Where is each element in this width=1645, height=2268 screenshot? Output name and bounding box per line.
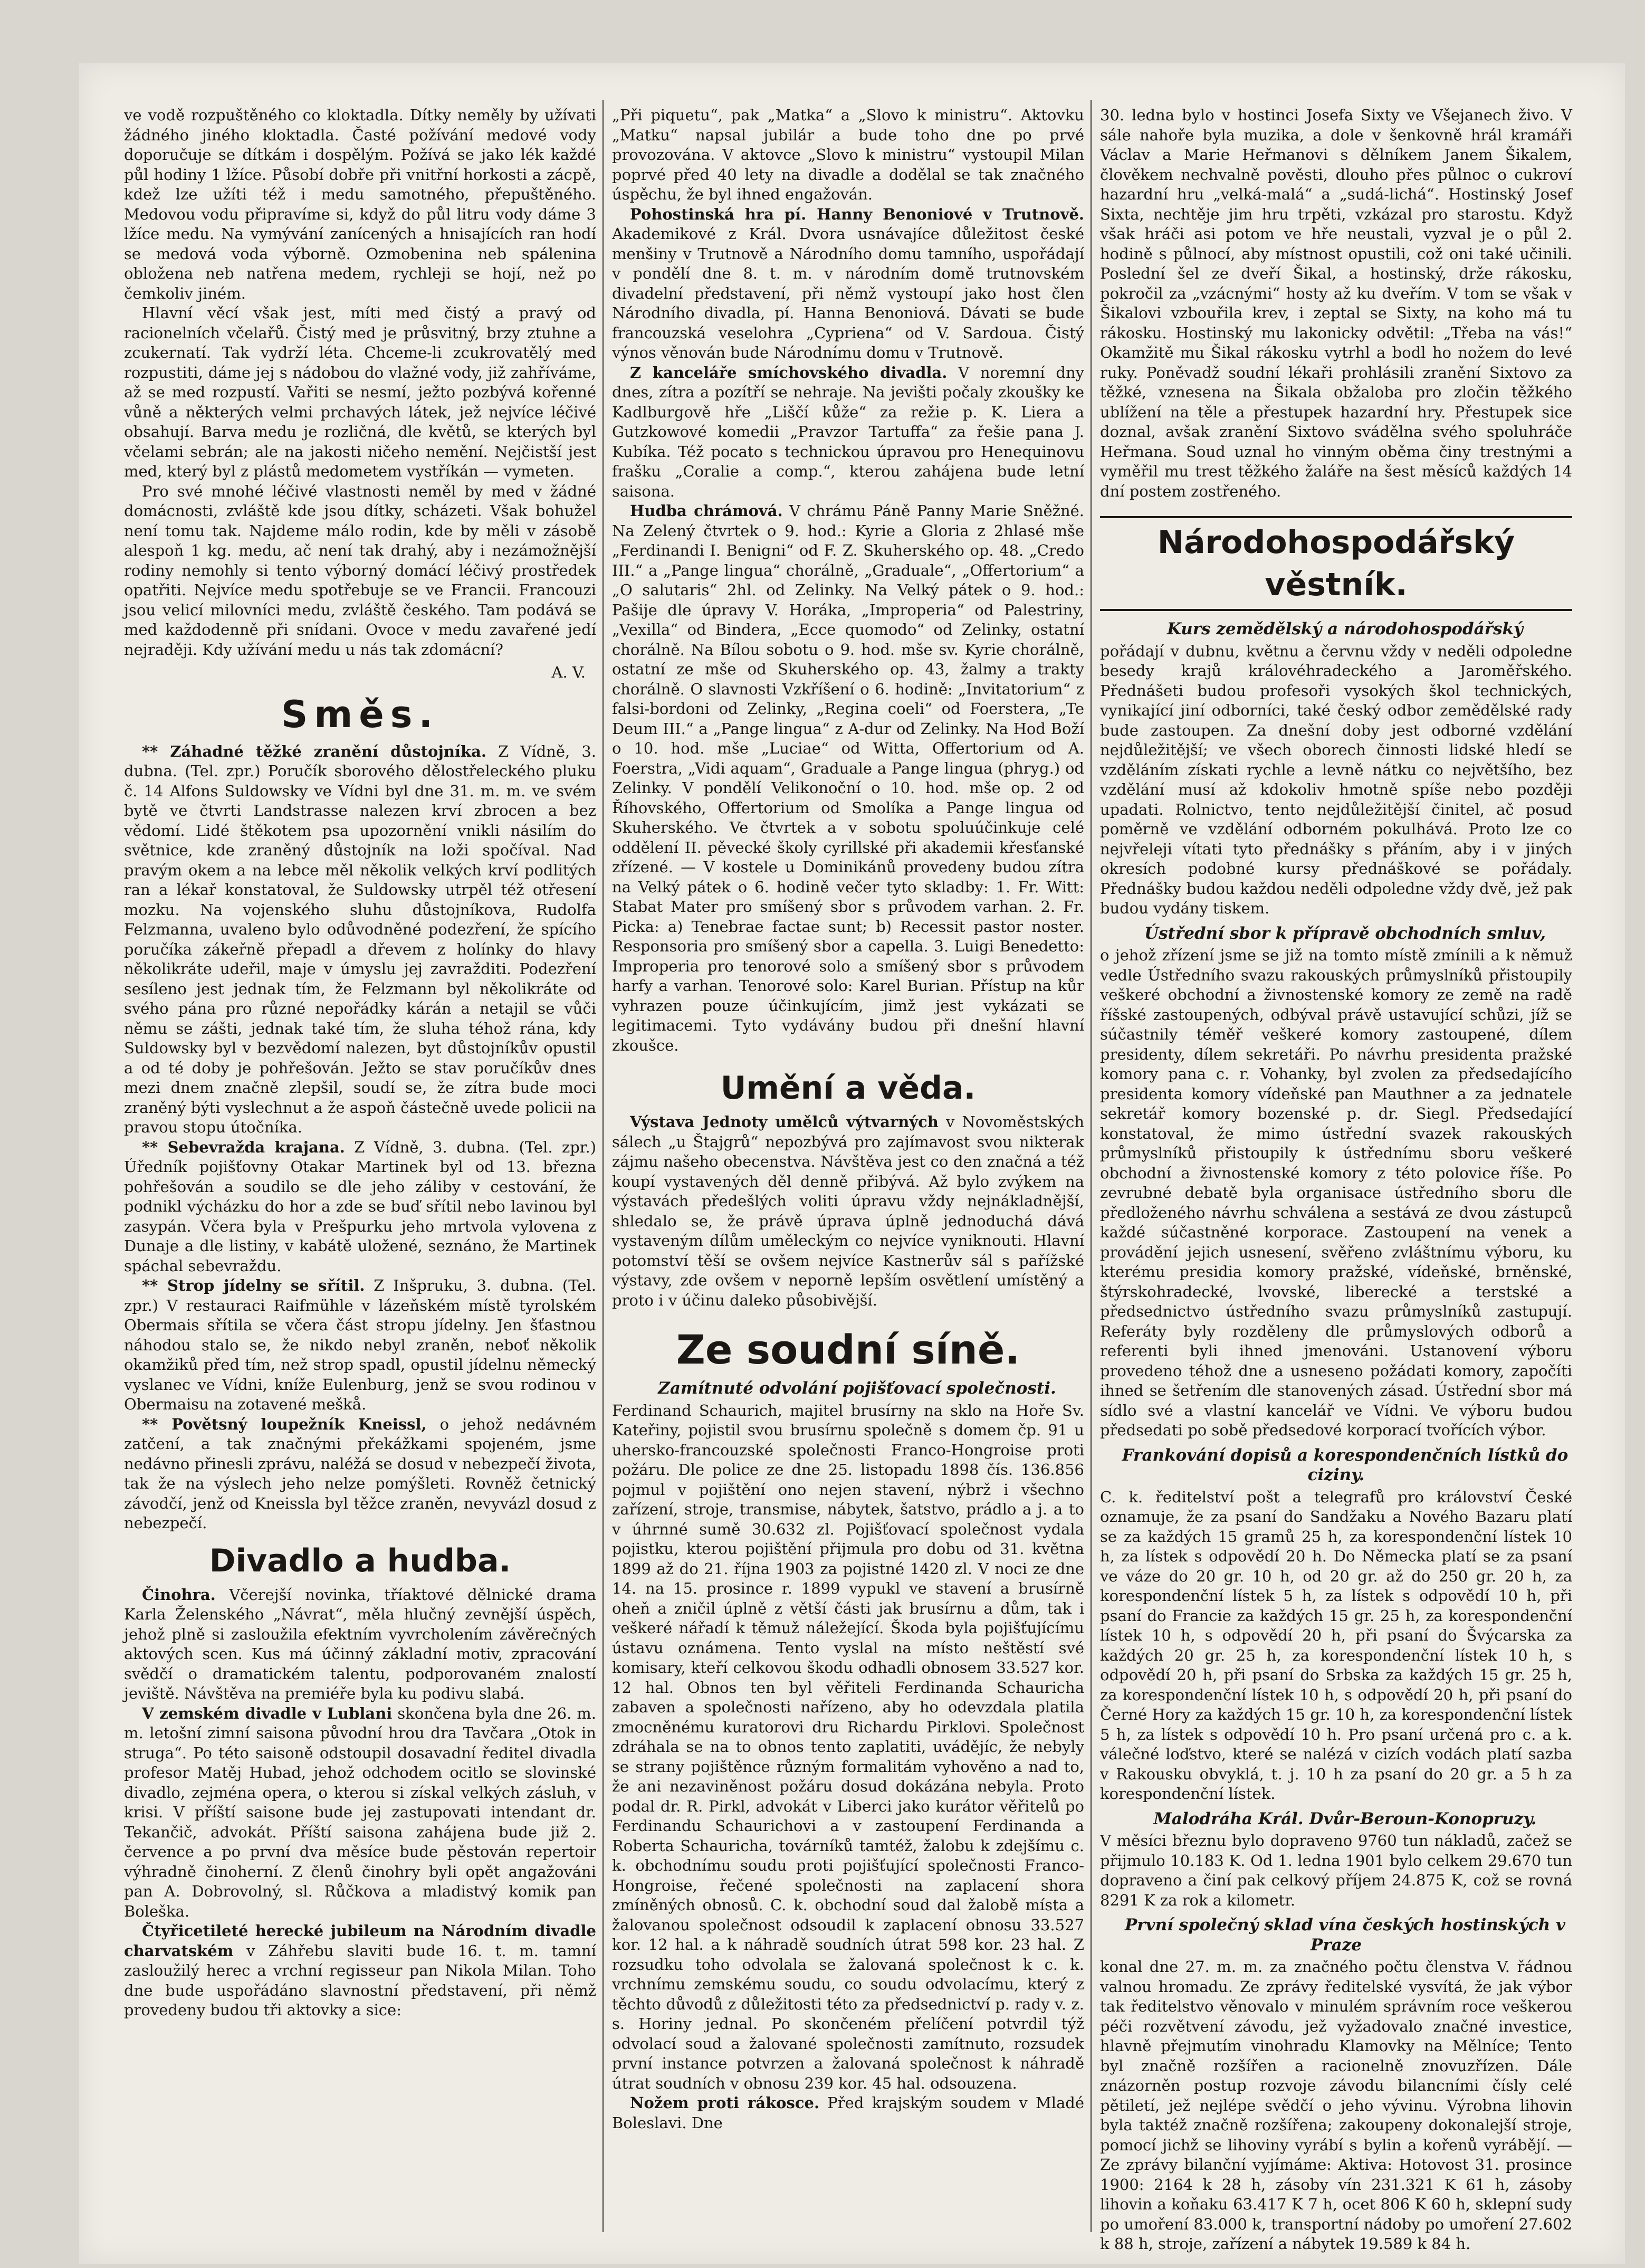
- section-heading-vestnik: Národohospodářský věstník.: [1100, 516, 1572, 611]
- column-3: [1100, 106, 1572, 2253]
- news-lead: Z kanceláře smíchovského divadla.: [630, 363, 948, 382]
- news-lead: ** Záhadné těžké zranění důstojníka.: [142, 742, 486, 760]
- news-lead: Hudba chrámová.: [630, 502, 783, 520]
- news-lead: Čtyřicetileté herecké jubileum na Národním divadle charvatském: [124, 1922, 596, 1960]
- section-heading-smes: Směs.: [281, 692, 439, 736]
- news-text: C. k. ředitelství pošt a telegrafů pro království České oznamuje, že za psaní do Sandžaku a Nového Bazaru platí se za každých 15 gramů 25 h, za korespondenční lístek 10 h, za lístek s odpovědí 20 h. Do Německa platí se za psaní ve váze do 20 gr. 10 h, od 20 gr. až do 250 gr. 20 h, za korespondenční lístek 5 h, za lístek s odpovědí 10 h, při psaní do Francie za každých 15 gr. 25 h, za korespondenční lístek 10 h, s odpovědí 20 h, při psaní do Švýcarska za každých 20 gr. 25 h, za korespondenční lístek 10 h, s odpovědí 20 h, při psaní do Srbska za každých 15 gr. 25 h, za korespondenční lístek 10 h, s odpovědí 20 h, při psaní do Černé Hory za každých 15 gr. 10 h, za korespondenční lístek 5 h, za lístek s odpovědí 10 h. Pro psaní určená pro c. a k. válečné loďstvo, které se nalézá v cizích vodách platí sazba v Rakousku obvyklá, t. j. 10 h za psaní do 20 gr. a 5 h za korespondenční lístek.: [1100, 1488, 1572, 1803]
- author-signature: A. V.: [551, 663, 586, 681]
- news-text: V noremní dny dnes, zítra a pozítří se nehraje. Na jevišti počaly zkoušky ke Kadlburgově hře „Liščí kůže“ za režie p. K. Liera a Gutzkowové komedii „Pravzor Tartuffa“ za řešie pana J. Kubíka. Též pocato s technickou úpravou pro Henequinovu frašku „Coralie a comp.“, kterou zahájena bude letní saisona.: [612, 363, 1085, 500]
- news-text: pořádají v dubnu, květnu a červnu vždy v neděli odpoledne besedy krajů královéhradeckého a Jaroměřského. Přednášeti budou profesoři vysokých škol technických, vynikající jiní odborníci, také český odbor zemědělské rady bude zastoupen. Za dnešní doby jest odborné vzdělání nejdůležitější; ve všech oborech činnosti lidské hledí se vzděláním získati rychle a levně nátku co největšího, bez vzdělání musí až kdokoliv hmotně spíše nebo později upadati. Rolnictvo, tento nejdůležitější činitel, ač posud poměrně ve vzdělání odborném pokulhává. Proto lze co nejvřeleji vítati tyto přednášky s přáním, aby i v jiných okresích podobné kursy přednáškové se pořádaly. Přednášky budou každou neděli odpoledne vždy dvě, jež pak budou vydány tiskem.: [1100, 642, 1572, 917]
- news-lead: Výstava Jednoty umělců výtvarných: [630, 1113, 939, 1131]
- news-text: Včerejší novinka, tříaktové dělnické drama Karla Želenského „Návrat“, měla hlučný zevnější úspěch, jehož plně si zasloužila efektním vyvrcholením závěrečných aktových scen. Kus má účinný základní motiv, zpracování svědčí o dramatickém talentu, podporovaném znalostí jeviště. Návštěva na premiéře byla ku podivu slabá.: [124, 1585, 596, 1702]
- news-text: Z Vídně, 3. dubna. (Tel. zpr.) Úředník pojišťovny Otakar Martinek byl od 13. března pohřešován a soudilo se dle jeho záliby v cestování, že podnikl výcházku do hor a zde se buď sřítil nebo lavinou byl zasypán. Včera byla v Prešpurku jeho mrtvola vylovena z Dunaje a dle listiny, v kabátě uložené, seznáno, že Martinek spáchal sebevraždu.: [124, 1138, 597, 1275]
- news-text: konal dne 27. m. m. za značného počtu členstva V. řádnou valnou hromadu. Ze zprávy ředitelské vysvítá, že jak výbor tak ředitelstvo věnovalo v minulém správním roce veškerou péči rozvětvení závodu, jež vyžadovalo značné investice, hlavně přejmutím vinohradu Klamovky na Mělníce; Tento byl značně rozšířen a racionelně znovuzřízen. Dále znázorněn postup rozvoje závodu bilancními čísly celé pětiletí, jež nejlépe svědčí o jeho vývinu. Výrobna lihovin byla taktéž značně rozšířena; zakoupeny dokonalejší stroje, pomocí jichž se lihoviny vyrábí s bylin a kořenů vyrábějí. — Ze zprávy bilanční vyjímáme: Aktiva: Hotovost 31. prosince 1900: 2164 k 28 h, zásoby vín 231.321 K 61 h, zásoby lihovin a koňaku 63.417 K 7 h, ocet 806 K 60 h, sklepní sudy po umoření 83.000 k, transportní nádoby po umoření 27.602 k 88 h, stroje, zařízení a nábytek 19.589 k 84 h.: [1100, 1958, 1572, 2253]
- newspaper-page: [79, 63, 1625, 2264]
- news-text: skončena byla dne 26. m. m. letošní zimní saisona původní hrou dra Tavčara „Otok in struga“. Po této saisoně odstoupil dosavadní ředitel divadla profesor Matěj Hubad, jehož odchodem ocitlo se slovinské divadlo, zejména opera, o kterou si získal velkých zásluh, v krisi. V příští saisone bude jej zastupovati intendant dr. Tekančič, advokát. Příští saisona zahájena bude již 2. července a po první dva měsíce bude pěstován repertoir výhradně činoherní. Z členů činohry byli opět angažováni pan A. Dobrovolný, sl. Růčkova a mladistvý komik pan Boleška.: [124, 1704, 596, 1920]
- news-text: v Záhřebu slaviti bude 16. t. m. tamní zasloužilý herec a vrchní regisseur pan Nikola Milan. Toho dne bude uspořádáno slavnostní představení, při němž provedeny budou tři aktovky a sice:: [124, 1941, 596, 2019]
- section-heading-soudni: Ze soudní síně.: [676, 1326, 1020, 1373]
- news-text: Před krajským soudem v Mladé Boleslavi. Dne: [612, 2094, 1085, 2132]
- news-text: Z Inšpruku, 3. dubna. (Tel. zpr.) V restauraci Raifmühle v lázeňském místě tyrolském Obermais sřítila se včera část stropu jídelny. Jen šťastnou náhodou stalo se, že nikdo nebyl zraněn, neboť několik okamžiků před tím, než strop spadl, opustil jídelnu německý vyslanec ve Vídni, kníže Eulenburg, jenž se svou rodinou v Obermaisu na zotavené meškå.: [124, 1276, 596, 1413]
- section-heading-umeni: Umění a věda.: [720, 1070, 976, 1107]
- column-rule: [1091, 100, 1092, 2232]
- news-lead: Ústřední sbor k přípravě obchodních smluv,: [1144, 923, 1546, 943]
- news-lead: První společný sklad vína českých hostinských v Praze: [1125, 1916, 1565, 1955]
- news-text: o jehož nedávném zatčení, a tak značnými překážkami spojeném, jsme nedávno přinesli zprávu, naléžá se dosud v nebezpečí života, tak že na výslech jeho nelze pomýšleti. Rovněž četnický závodčí, jenž od Kneissla byl těžce zraněn, nevyvázl dosud z nebezpečí.: [124, 1415, 596, 1532]
- news-lead: Nožem proti rákosce.: [630, 2094, 820, 2112]
- news-lead: Pohostinská hra pí. Hanny Benoniové v Trutnově.: [630, 205, 1084, 223]
- news-text: o jehož zřízení jsme se již na tomto místě zmínili a k němuž vedle Ústředního svazu rakouských průmyslníků přistoupily veškeré obchodní a živnostenské komory ze země na radě říšské zastoupených, odbýval právě ustavující schůzi, jíž se súčastnily téměř veškeré komory zastoupené, dílem presidenty, dílem sekretáři. Po návrhu presidenta pražské komory pana c. r. Vohanky, byl zvolen za předsedajícího presidenta komory vídeňské pan Mauthner a za jednatele sekretář komory bozenské p. dr. Siegl. Předsedající konstatoval, že mimo ústřední svazek rakouských průmyslníků přistoupily k ústřednímu sboru veškeré obchodní a živnostenské komory z této polovice říše. Po zevrubné debatě byla organisace ústředního sboru dle předloženého návrhu schválena a sestává ze dvou zástupců každé súčastněné korporace. Zastoupení na venek a provádění jejich usnesení, svěřeno zvláštnímu výboru, ku kterému presidia komory pražské, vídeňské, brněnské, štýrskohradecké, lvovské, liberecké a terstské a předsednictvo ústředního svazu průmyslníků zastupují. Referáty byly rozděleny dle průmyslových odborů a referenti byli ihned jmenováni. Ustanovení výboru provedeno téhož dne a usneseno požádati komory, započíti ihned se šetřením dle stanovených zásad. Ústřední sbor má sídlo své a vlastní kancelář ve Vídni. Ve výboru budou předsedati po sobě předsedové korporací tvořících výbor.: [1100, 946, 1572, 1439]
- news-text: v Novoměstských sálech „u Štajgrů“ nepozbývá pro zajímavost svou nikterak zájmu našeho obecenstva. Návštěva jest co den značná a též koupí vystavených děl denně přibývá. Až bylo zvýkem na výstavách předešlých voliti úpravu vždy nejnákladnější, shledalo se, že právě úprava úplně jednoduchá dává vystaveným dílům uměleckým co nejvíce vyniknouti. Hlavní potomství těší se ovšem nejvíce Kastnerův sál s pařížské výstavy, zde ovšem v neporně lepším osvětlení umístěný a proto i v účinu daleko působivější.: [612, 1113, 1084, 1309]
- news-lead: ** Sebevražda krajana.: [142, 1138, 345, 1156]
- section-heading-divadlo: Divadlo a hudba.: [209, 1542, 511, 1579]
- article-paragraph: 30. ledna bylo v hostinci Josefa Sixty ve Všejanech živo. V sále nahoře byla muzika, a dole v šenkovně hrál kramáři Václav a Marie Heřmanovi s dělníkem Janem Šikalem, člověkem nechvalně pověsti, dlouho přes půlnoc o cukroví hazardní hru „velká-malá“ a „sudá-lichá“. Hostinský Josef Sixta, nechtěje jim hru trpěti, vzkázal pro starostu. Když však hráči asi potom ve hře neustali, vyzval je o půl 2. hodině s půlnocí, aby místnost opustili, což oni také učinili. Poslední šel ze dveří Šikal, a hostinský, drže rákosku, pokročil za „vzácnými“ hosty až ku dveřím. V tom se však v Šikalovi vzbouřila krev, i zeptal se Sixty, na koho má tu rákosku. Hostinský mu lakonicky odvětil: „Třeba na vás!“ Okamžitě mu Šikal rákosku vytrhl a bodl ho nožem do levé ruky. Poněvadž soudní lékaři prohlásili zranění Sixtovo za těžké, vznesena na Šikala obžaloba pro zločin těžkého ublížení na těle a přestupek hazardní hry. Přestupek sice doznal, avšak zranění Sixtovo svádělna svého spoluhráče Heřmana. Soud uznal ho vinným oběma činy trestnými a vyměřil mu trest těžkého žaláře na šest měsíců každých 14 dní postem zostřeného.: [1100, 106, 1572, 500]
- column-2: [612, 106, 1084, 2232]
- news-lead: Činohra.: [142, 1585, 216, 1604]
- news-lead: Zamítnuté odvolání pojišťovací společnosti.: [658, 1379, 1056, 1398]
- news-lead: Kurs zemědělský a národohospodářský: [1166, 620, 1524, 639]
- article-paragraph: Hlavní věcí však jest, míti med čistý a pravý od racionelních včelařů. Čistý med je průsvitný, brzy ztuhne a zcukernatí. Tak vydrží léta. Chceme-li zcukrovatělý med rozpustiti, dáme jej s nádobou do vlažné vody, již zahříváme, až se med rozpustí. Vařiti se nesmí, ježto pozbývá kořenné vůně a některých velmi prchavých látek, jež nejvíce léčivé obsahují. Barva medu je rozličná, dle květů, se kterých byl včelami sebrán; ale na jakosti ničeho nemění. Nejčistší jest med, který byl z plástů medometem vystříkán — vymeten.: [124, 304, 596, 480]
- news-text: V měsíci březnu bylo dopraveno 9760 tun nákladů, začež se přijmulo 10.183 K. Od 1. ledna 1901 bylo celkem 29.670 tun dopraveno a činí pak celkový příjem 24.875 K, což se rovná 8291 K za rok a kilometr.: [1100, 1832, 1572, 1909]
- news-lead: ** Povětsný loupežník Kneissl,: [142, 1415, 427, 1433]
- column-rule: [602, 100, 604, 2232]
- news-text: Akademikové z Král. Dvora usnávajíce důležitost české menšiny v Trutnově a Národního domu tamního, uspořádají v pondělí dne 8. t. m. v národním domě trutnovském divadelní představení, při němž vystoupí jako host člen Národního divadla, pí. Hanna Benoniová. Dávati se bude francouzská veselohra „Cypriena“ od V. Sardoua. Čistý výnos věnován bude Národnímu domu v Trutnově.: [612, 225, 1084, 361]
- news-text: Z Vídně, 3. dubna. (Tel. zpr.) Poručík sborového dělostřeleckého pluku č. 14 Alfons Suldowsky ve Vídni byl dne 31. m. m. ve svém bytě ve čtvrti Landstrasse nalezen krví zbrocen a bez vědomí. Lidé štěkotem psa upozornění vnikli násilím do světnice, kde zraněný důstojník na loži spočíval. Nad pravým okem a na lebce měl několik velkých krví podlitých ran a lékař konstatoval, že Suldowsky utrpěl též otřesení mozku. Na vojenského sluhu důstojníkova, Rudolfa Felzmanna, uvaleno bylo odůvodněné podezření, že spícího poručíka zákeřně přepadl a dřevem z holínky do hlavy několikráte udeřil, maje v úmyslu jej zavražditi. Podezření sesíleno jest jednak tím, že Felzmann byl několikráte od svého pána pro různé nepořádky kárán a netajil se vůči němu se zášti, jednak také tím, že sluha téhož rána, kdy Suldowsky byl v bezvědomí nalezen, byt důstojníkův opustil a od té doby je pohřešován. Ježto se stav poručíkův dnes mezi dnem značně zlepšil, soudí se, že zítra bude moci zraněný býti vyslechnut a že aspoň částečně uvede policii na pravou stopu útočníka.: [124, 742, 596, 1136]
- article-paragraph: ve vodě rozpuštěného co kloktadla. Dítky neměly by užívati žádného jiného kloktadla. Časté požívání medové vody doporučuje se dítkám i dospělým. Požívá se jako lék každé půl hodiny 1 lžíce. Působí dobře při vnitřní horkosti a zácpě, kdež lze užíti též i medu samotného, přepuštěného. Medovou vodu připravíme si, když do půl litru vody dáme 3 lžíce medu. Na vymývání zanícených a hnisajících ran hodí se medová voda výborně. Ozmobenina neb spálenina obložena neb natřena medem, rychleji se hojí, než po čemkoliv jiném.: [124, 106, 596, 302]
- news-lead: Malodráha Král. Dvůr-Beroun-Konopruzy.: [1153, 1809, 1537, 1828]
- news-lead: Frankování dopisů a korespondenčních lístků do ciziny.: [1122, 1445, 1569, 1484]
- news-text: V chrámu Páně Panny Marie Sněžné. Na Zelený čtvrtek o 9. hod.: Kyrie a Gloria z 2hlasé mše „Ferdinandi I. Benigni“ od F. Z. Skuherského op. 48. „Credo III.“ a „Pange lingua“ chorálně, „Graduale“, „Offertorium“ a „O salutaris“ 2hl. od Zelinky. Na Velký pátek o 9. hod.: Pašije dle úpravy V. Horáka, „Improperia“ od Palestriny, „Vexilla“ od Bindera, „Ecce quomodo“ od Zelinky, ostatní chorálně. Na Bílou sobotu o 9. hod. mše sv. Kyrie chorálně, ostatní ze mše od Skuherského op. 43, žalmy a trakty chorálně. O slavnosti Vzkříšení o 6. hodině: „Invitatorium“ z falsi-bordoni od Zelinky, „Regina coeli“ od Foerstera, „Te Deum III.“ a „Pange lingua“ z A-dur od Zelinky. Na Hod Boží o 10. hod. mše „Luciae“ od Witta, Offertorium od A. Foerstra, „Vidi aquam“, Graduale a Pange lingua (phryg.) od Zelinky. V pondělí Velikonoční o 10. hod. mše op. 2 od Říhovského, Offertorium od Smolíka a Pange lingua od Skuherského. Ve čtvrtek a v sobotu spoluúčinkuje celé oddělení II. pěvecké školy cyrillské při akademii křesťanské zřízené. — V kostele u Dominikánů provedeny budou zítra na Velký pátek o 6. hodině večer tyto skladby: 1. Fr. Witt: Stabat Mater pro smíšený sbor s průvodem varhan. 2. Fr. Picka: a) Tenebrae factae sunt; b) Recessit pastor noster. Responsoria pro smíšený sbor a capella. 3. Luigi Benedetto: Improperia pro tenorové solo a smíšený sbor s průvodem harfy a varhan. Tenorové solo: Karel Burian. Přístup na kůr vyhrazen pouze účinkujícím, jimž jest vykázati se legitimacemi. Tyto vydávány budou při dnešní hlavní zkoušce.: [612, 502, 1085, 1054]
- article-paragraph: Pro své mnohé léčivé vlastnosti neměl by med v žádné domácnosti, zvláště kde jsou dítky, scházeti. Však bohužel není tomu tak. Najdeme málo rodin, kde by měli v zásobě alespoň 1 kg. medu, ač není tak drahý, aby i nezámožnější rodiny nemohly si tento výborný domácí léčivý prostředek opatřiti. Nejvíce medu spotřebuje se ve Francii. Francouzi jsou velicí milovníci medu, zvláště českého. Tam podává se med každodenně při snídani. Ovoce v medu zavařené jedí nejraději. Kdy užívání medu u nás tak zdomácní?: [124, 482, 596, 659]
- news-text: Ferdinand Schaurich, majitel brusírny na sklo na Hoře Sv. Kateřiny, pojistil svou brusírnu společně s domem čp. 91 u uhersko-francouzské společnosti Franco-Hongroise proti požáru. Dle police ze dne 25. listopadu 1898 čís. 136.856 pojmul v pojištění ono nejen stavení, nýbrž i všechno zařízení, stroje, transmise, nábytek, šatstvo, prádlo a j. a to v úhrnné sumě 30.632 zl. Pojišťovací společnost vydala pojistku, kterou pojištění přijmula pro dobu od 31. května 1899 až do 21. října 1903 za pojistné 1420 zl. V noci ze dne 14. na 15. prosince r. 1899 vypukl ve stavení a brusírně oheň a zničil úplně z větší části jak brusírnu a dům, tak i veškeré nářadí k těmuž náležející. Škoda byla pojišťujícímu ústavu oznámena. Tento vyslal na místo neštěstí své komisary, kteří celkovou škodu odhadli obnosem 33.527 kor. 12 hal. Obnos ten byl věřiteli Ferdinanda Schauricha zabaven a společnosti nařízeno, aby ho odevzdala platila zmocněnému kuratorovi dru Richardu Pirklovi. Společnost zdráhala se na to obnos tento zaplatiti, uvádějíc, že nebyly se strany pojištěnce různým formalitám vyhověno a nad to, že ani nezaviněnost požáru dosud dokázána nebyla. Proto podal dr. R. Pirkl, advokát v Liberci jako kurátor věřitelů po Ferdinandu Schaurichovi a v zastoupení Ferdinanda a Roberta Schauricha, továrníků tamtéž, žalobu k zdejšímu c. k. obchodnímu soudu proti pojišťující společnosti Franco-Hongroise, řečené společnosti na zaplacení shora zmíněných obnosů. C. k. obchodní soud dal žalobě místa a žalovanou společnost odsoudil k zaplacení obnosu 33.527 kor. 12 hal. a k náhradě soudních útrat 598 kor. 23 hal. Z rozsudku toho odvolala se žalovaná společnost k c. k. vrchnímu zemskému soudu, co soudu odvolacímu, který z těchto důvodů z důležitosti této za předsednictví p. rady v. z. s. Horiny jednal. Po skončeném přelíčení potvrdil týž odvolací soud a žalované společnosti zamítnuto, rozsudek první instance potvrzen a žalovaná společnost k náhradě útrat soudních v obnosu 239 kor. 45 hal. odsouzena.: [612, 1401, 1084, 2092]
- news-lead: V zemském divadle v Lublani: [142, 1704, 393, 1722]
- article-paragraph: „Při piquetu“, pak „Matka“ a „Slovo k ministru“. Aktovku „Matku“ napsal jubilár a bude toho dne po prvé provozována. V aktovce „Slovo k ministru“ vystoupil Milan poprvé před 40 lety na divadle a dodělal se tak značného úspěchu, že byl ihned engažován.: [612, 106, 1084, 203]
- column-1: [124, 106, 596, 2232]
- news-lead: ** Strop jídelny se sřítil.: [142, 1276, 365, 1294]
